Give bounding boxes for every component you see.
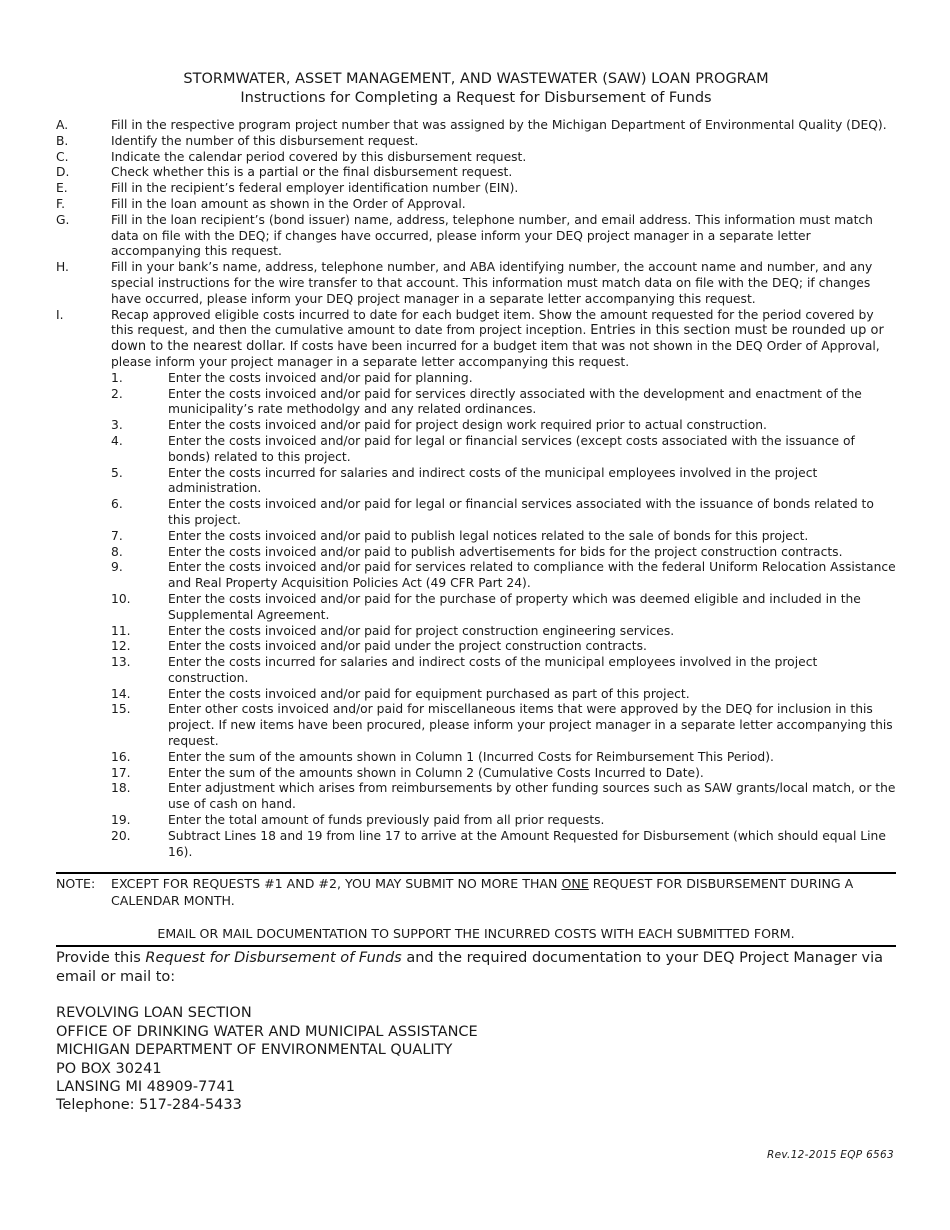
instruction-f [56,197,896,213]
instruction-d [56,165,896,181]
item-text: Enter the costs invoiced and/or paid for services directly associated with the development and enactment of the municipality’s rate methodolgy and any related ordinances. [168,386,862,417]
item-key: G. [56,212,70,227]
instruction-e [56,181,896,197]
item-key: 16. [111,749,131,764]
budget-line-item [111,545,896,561]
item-key: F. [56,196,66,211]
item-key: 5. [111,465,123,480]
budget-line-item [111,529,896,545]
item-text: Enter other costs invoiced and/or paid for miscellaneous items that were approved by the DEQ for inclusion in this project. If new items have been procured, please inform your project manager in a separate letter accompanying this request. [168,702,893,749]
documentation-notice: EMAIL OR MAIL DOCUMENTATION TO SUPPORT THE INCURRED COSTS WITH EACH SUBMITTED FORM. [157,926,795,942]
budget-line-item [111,766,896,782]
address-line: LANSING MI 48909-7741 [56,1079,236,1096]
address-line: PO BOX 30241 [56,1060,162,1077]
item-key: I. [56,307,64,322]
note-text-after: REQUEST FOR DISBURSEMENT DURING A CALENDAR MONTH. [111,876,854,908]
note-text [111,876,896,909]
item-key: 14. [111,686,131,701]
item-key: C. [56,149,69,164]
budget-line-item [111,387,896,419]
provide-text-before: Provide this [56,950,141,967]
item-key: 4. [111,433,123,448]
item-key: 20. [111,828,131,843]
item-text: Fill in the loan amount as shown in the Order of Approval. [111,196,466,211]
page-subtitle: Instructions for Completing a Request for Disbursement of Funds [240,90,712,106]
budget-line-item [111,702,896,749]
item-text: Enter the costs invoiced and/or paid for legal or financial services (except costs associated with the issuance of bonds) related to this project. [168,433,855,464]
mailing-address [56,1004,896,1114]
item-text: Enter the sum of the amounts shown in Column 2 (Cumulative Costs Incurred to Date). [168,765,704,780]
budget-line-item [111,624,896,640]
item-key: 18. [111,781,131,796]
budget-line-item [111,497,896,529]
item-key: 17. [111,765,131,780]
item-text: Subtract Lines 18 and 19 from line 17 to arrive at the Amount Requested for Disbursement (which should equal Line 16). [168,828,886,859]
form-name: Request for Disbursement of Funds [145,950,402,967]
budget-line-item [111,655,896,687]
item-key: 11. [111,623,131,638]
item-key: 3. [111,418,123,433]
item-text-end: If costs have been incurred for a budget item that was not shown in the DEQ Order of Approval, please inform your project manager in a separate letter accompanying this request. [111,339,880,369]
telephone: Telephone: 517-284-5433 [56,1097,242,1114]
revision-code: Rev.12-2015 EQP 6563 [767,1149,894,1161]
item-text: Fill in the respective program project number that was assigned by the Michigan Department of Environmental Quality (DEQ). [111,118,887,132]
budget-line-item [111,750,896,766]
budget-line-item [111,813,896,829]
item-text: Fill in the loan recipient’s (bond issuer) name, address, telephone number, and email address. This information must match data on file with the DEQ; if changes have occurred, please inform your DEQ project manager in a separate letter accompanying this request. [111,212,873,259]
submission-instructions [56,949,896,986]
item-text: Enter the sum of the amounts shown in Column 1 (Incurred Costs for Reimbursement This Period). [168,749,774,764]
item-key: A. [56,118,69,132]
item-text: Fill in the recipient’s federal employer identification number (EIN). [111,181,519,196]
note-block [56,876,896,909]
item-text: Enter the costs invoiced and/or paid for legal or financial services associated with the issuance of bonds related to this project. [168,497,874,527]
note-underlined-word: ONE [561,876,589,892]
item-text: Enter the costs invoiced and/or paid to publish legal notices related to the sale of bonds for this project. [168,528,809,543]
budget-line-item [111,592,896,624]
address-line: MICHIGAN DEPARTMENT OF ENVIRONMENTAL QUALITY [56,1042,453,1059]
item-text: Enter the costs invoiced and/or paid for the purchase of property which was deemed eligible and included in the Supplemental Agreement. [168,591,861,622]
note-text-before: EXCEPT FOR REQUESTS #1 AND #2, YOU MAY SUBMIT NO MORE THAN [111,876,558,892]
item-text: Fill in your bank’s name, address, telephone number, and ABA identifying number, the account name and number, and any special instructions for the wire transfer to that account. This information must match data on file with the DEQ; if changes have occurred, please inform your DEQ project manager in a separate letter accompanying this request. [111,260,873,306]
item-text: Enter the costs invoiced and/or paid for planning. [168,370,473,385]
item-text-start: Recap approved eligible costs incurred to date for each budget item. Show the amount requested for the period covered by this request, and then the cumulative amount to date from project inception. [111,307,874,338]
budget-line-item [111,560,896,592]
item-text: Identify the number of this disbursement request. [111,133,419,148]
page-title: STORMWATER, ASSET MANAGEMENT, AND WASTEWATER (SAW) LOAN PROGRAM [183,71,769,87]
item-text: Enter the costs incurred for salaries and indirect costs of the municipal employees involved in the project administration. [168,465,818,496]
item-key: 1. [111,370,123,385]
item-key: H. [56,260,69,275]
item-text: Enter adjustment which arises from reimbursements by other funding sources such as SAW grants/local match, or the use of cash on hand. [168,781,896,812]
item-key: 10. [111,591,131,606]
item-key: B. [56,133,69,148]
note-top-divider [56,872,896,874]
note-label: NOTE: [56,876,96,892]
budget-line-item [111,371,896,387]
document-page [56,70,896,1115]
item-key: 2. [111,386,123,401]
item-text: Check whether this is a partial or the final disbursement request. [111,165,513,180]
address-line: OFFICE OF DRINKING WATER AND MUNICIPAL ASSISTANCE [56,1023,478,1040]
item-key: 19. [111,813,131,828]
item-text [111,308,896,371]
item-text: Indicate the calendar period covered by this disbursement request. [111,149,527,164]
item-key: 15. [111,702,131,717]
item-key: D. [56,165,70,180]
item-text: Enter the total amount of funds previously paid from all prior requests. [168,813,605,828]
note-bottom-divider [56,945,896,947]
item-key: E. [56,181,68,196]
instruction-i [56,308,896,371]
instruction-g [56,213,896,260]
instruction-a [56,118,896,134]
budget-line-list [111,371,896,861]
instruction-list [56,118,896,860]
address-line: REVOLVING LOAN SECTION [56,1005,252,1022]
item-key: 9. [111,560,123,575]
budget-line-item [111,639,896,655]
document-header [56,70,896,108]
item-text: Enter the costs invoiced and/or paid for services related to compliance with the federal Uniform Relocation Assistance and Real Property Acquisition Policies Act (49 CFR Part 24). [168,560,896,591]
budget-line-item [111,466,896,498]
provide-text-after: and the required documentation to your DEQ Project Manager via email or mail to: [56,950,884,985]
rounding-rule: Entries in this section must be rounded up or down to the nearest dollar. [111,323,884,355]
item-key: 8. [111,544,123,559]
item-key: 12. [111,639,131,654]
item-key: 7. [111,528,123,543]
instruction-b [56,134,896,150]
item-key: 6. [111,497,123,512]
item-text: Enter the costs invoiced and/or paid for project construction engineering services. [168,623,675,638]
instruction-c [56,150,896,166]
budget-line-item [111,829,896,861]
budget-line-item [111,434,896,466]
item-key: 13. [111,655,131,670]
item-text: Enter the costs invoiced and/or paid for equipment purchased as part of this project. [168,686,690,701]
budget-line-item [111,687,896,703]
item-text: Enter the costs invoiced and/or paid for project design work required prior to actual construction. [168,418,767,433]
budget-line-item [111,781,896,813]
item-text: Enter the costs incurred for salaries and indirect costs of the municipal employees involved in the project construction. [168,655,818,685]
instruction-h [56,260,896,307]
item-text: Enter the costs invoiced and/or paid under the project construction contracts. [168,639,647,654]
budget-line-item [111,418,896,434]
item-text: Enter the costs invoiced and/or paid to publish advertisements for bids for the project construction contracts. [168,544,843,559]
